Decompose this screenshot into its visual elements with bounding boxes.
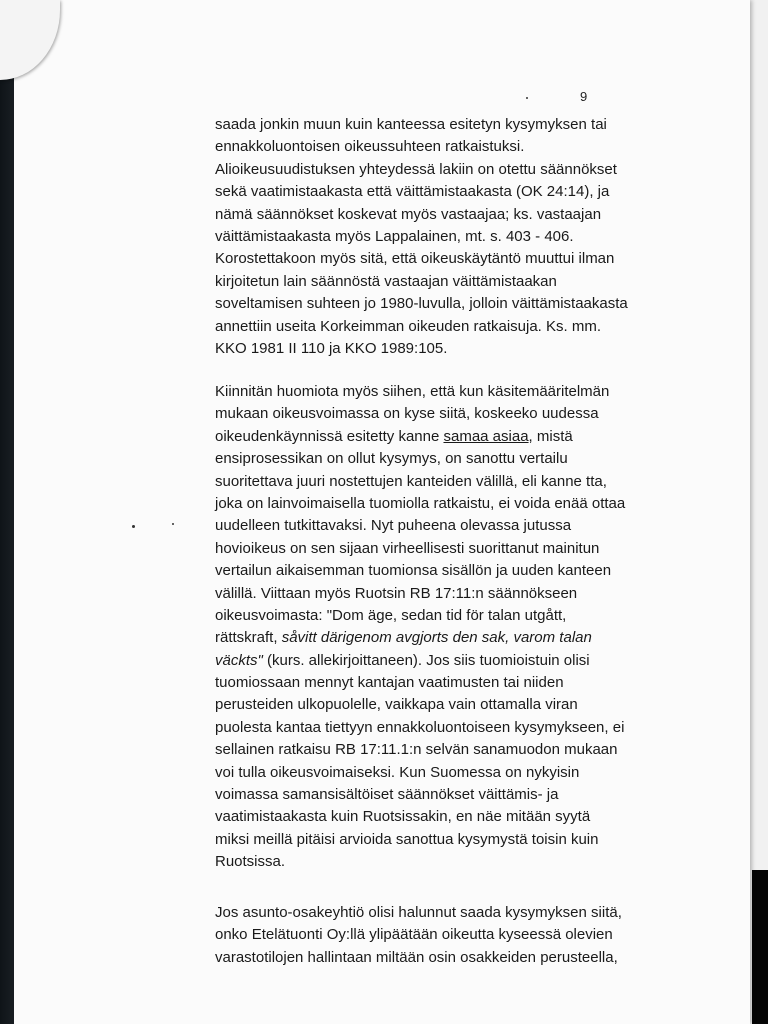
text-line: perusteiden ulkopuolelle, vaikkapa vain ottamalla viran [215,696,578,714]
text-line: oikeusvoimasta: "Dom äge, sedan tid för talan utgått, [215,606,567,624]
text-line: tuomiossaan mennyt kantajan vaatimusten tai niiden [215,674,564,692]
page-number: 9 [580,89,588,104]
text-line: oikeudenkäynnissä esitetty kanne samaa asiaa, mistä [215,427,573,445]
text-line: voimassa samansisältöiset säännökset väittämis- ja [215,786,559,804]
italic-quote: såvitt därigenom avgjorts den sak, varom talan [281,629,592,647]
text-line: rättskraft, såvitt därigenom avgjorts den sak, varom talan [215,629,592,647]
text-line: väckts" (kurs. allekirjoittaneen). Jos siis tuomioistuin olisi [215,651,590,669]
text-line: saada jonkin muun kuin kanteessa esitetyn kysymyksen tai [215,116,607,133]
text-line: ennakkoluontoisen oikeussuhteen ratkaistuksi. [215,138,525,156]
text-line: varastotilojen hallintaan miltään osin osakkeiden perusteella, [215,948,618,966]
text-line: väittämistaakasta myös Lappalainen, mt. s. 403 - 406. [215,227,574,245]
text-line: Korostettakoon myös sitä, että oikeuskäytäntö muuttui ilman [215,250,615,268]
text-line: joka on lainvoimaisella tuomiolla ratkaistu, ei voida enää ottaa [215,494,626,512]
text-line: Ruotsissa. [215,853,286,871]
text-line: hovioikeus on sen sijaan virheellisesti suorittanut mainitun [215,539,600,557]
text-line: annettiin useita Korkeimman oikeuden ratkaisuja. Ks. mm. [215,317,602,335]
text-line: puolesta kantaa tiettyyn ennakkoluontoiseen kysymykseen, ei [215,718,625,736]
text-line: sellainen ratkaisu RB 17:11.1:n selvän sanamuodon mukaan [215,741,618,759]
text-line: Alioikeusuudistuksen yhteydessä lakiin on otettu säännökset [215,160,617,178]
scan-speck [526,97,528,99]
text-line: mukaan oikeusvoimassa on kyse siitä, koskeeko uudessa [215,405,599,423]
paragraph [215,902,635,969]
paragraph [215,381,635,874]
text-line: vertailun aikaisemman tuomionsa sisällön ja uuden kanteen [215,562,612,580]
text-line: nämä säännökset koskevat myös vastaajaa; ks. vastaajan [215,205,602,223]
scan-speck [172,523,174,525]
text-line: voi tulla oikeusvoimaiseksi. Kun Suomessa on nykyisin [215,763,580,781]
text-line: ensiprosessikan on ollut kysymys, on sanottu vertailu [215,450,568,468]
scanner-edge [752,870,768,1024]
text-line: Kiinnitän huomiota myös siihen, että kun käsitemääritelmän [215,383,610,400]
text-line: sekä vaatimistaakasta että väittämistaakasta (OK 24:14), ja [215,183,610,201]
text-line: miksi meillä pitäisi arvioida sanottua kysymystä toisin kuin [215,830,599,848]
text-line: suoritettava juuri nostettujen kanteiden välillä, eli kanne tta, [215,472,607,490]
text-line: Jos asunto-osakeyhtiö olisi halunnut saada kysymyksen siitä, [215,904,622,921]
text-line: onko Etelätuonti Oy:llä ylipäätään oikeutta kyseessä olevien [215,926,613,944]
text-line: vaatimistaakasta kuin Ruotsissakin, en näe mitään syytä [215,808,591,826]
italic-quote: väckts" [215,651,263,669]
text-line: soveltamisen suhteen jo 1980-luvulla, jolloin väittämistaakasta [215,295,628,313]
document-page [14,0,750,1024]
underlined-phrase: samaa asiaa [443,427,529,445]
text-line: kirjoitetun lain säännöstä vastaajan väittämistaakan [215,272,557,290]
paragraph [215,114,635,360]
scan-speck [132,525,135,528]
text-line: KKO 1981 II 110 ja KKO 1989:105. [215,339,448,357]
text-line: uudelleen tutkittavaksi. Nyt puheena olevassa jutussa [215,517,572,535]
text-line: välillä. Viittaan myös Ruotsin RB 17:11:n säännökseen [215,584,578,602]
